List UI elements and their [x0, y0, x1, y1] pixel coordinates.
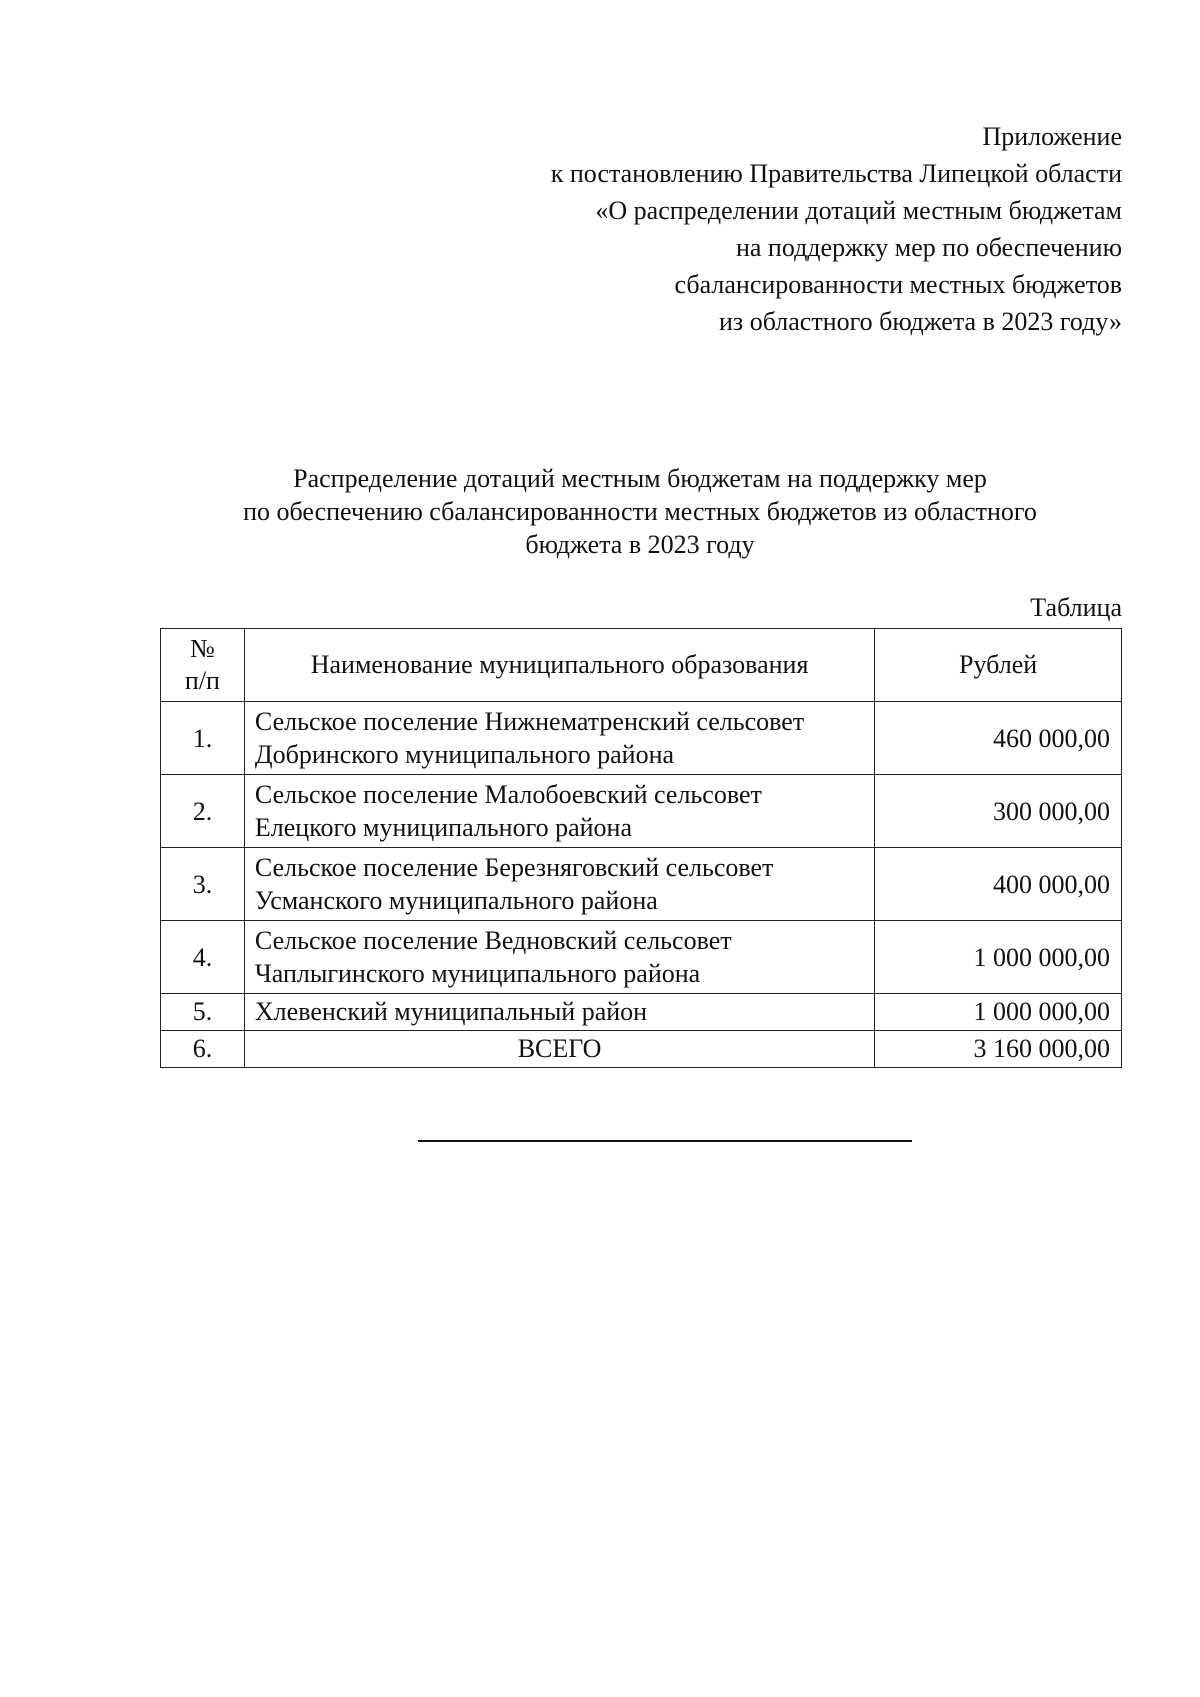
table-row: [161, 775, 1122, 848]
row-name-line: Сельское поселение Малобоевский сельсовет: [254, 780, 762, 809]
table-row: [161, 702, 1122, 775]
row-name: [244, 921, 874, 994]
budget-table: [160, 628, 1122, 1068]
row-num: 3.: [161, 848, 245, 921]
table-row: [161, 921, 1122, 994]
total-sum: 3 160 000,00: [875, 1031, 1122, 1068]
row-name-line: Сельское поселение Березняговский сельсовет: [254, 853, 774, 882]
row-num: 5.: [161, 994, 245, 1031]
appendix-line: сбалансированности местных бюджетов: [674, 270, 1122, 299]
row-name-line: Елецкого муниципального района: [254, 813, 633, 842]
row-sum: 1 000 000,00: [875, 994, 1122, 1031]
row-sum: 1 000 000,00: [875, 921, 1122, 994]
row-sum: 300 000,00: [875, 775, 1122, 848]
title-line: по обеспечению сбалансированности местных бюджетов из областного: [243, 497, 1037, 526]
total-label: ВСЕГО: [244, 1031, 874, 1068]
total-num: 6.: [161, 1031, 245, 1068]
row-name-line: Чаплыгинского муниципального района: [254, 959, 701, 988]
title-line: Распределение дотаций местным бюджетам на поддержку мер: [293, 464, 987, 493]
appendix-line: из областного бюджета в 2023 году»: [719, 307, 1122, 336]
row-name-line: Сельское поселение Нижнематренский сельсовет: [254, 707, 805, 736]
row-sum: 400 000,00: [875, 848, 1122, 921]
appendix-block: [422, 118, 1122, 340]
row-name: [244, 775, 874, 848]
header-num-line: п/п: [184, 666, 220, 695]
document-title: [160, 462, 1120, 561]
appendix-line: на поддержку мер по обеспечению: [735, 233, 1122, 262]
title-line: бюджета в 2023 году: [525, 530, 755, 559]
row-name-line: Добринского муниципального района: [254, 740, 675, 769]
header-sum: Рублей: [875, 629, 1122, 702]
row-name: Хлевенский муниципальный район: [244, 994, 874, 1031]
header-name: Наименование муниципального образования: [244, 629, 874, 702]
appendix-line: к постановлению Правительства Липецкой области: [550, 159, 1122, 188]
table-total-row: [161, 1031, 1122, 1068]
header-num-line: №: [190, 634, 215, 663]
row-name: [244, 848, 874, 921]
row-num: 1.: [161, 702, 245, 775]
table-header-row: [161, 629, 1122, 702]
table-row: [161, 994, 1122, 1031]
row-name-line: Сельское поселение Ведновский сельсовет: [254, 926, 732, 955]
appendix-line: Приложение: [982, 122, 1122, 151]
row-name-line: Усманского муниципального района: [254, 886, 658, 915]
end-separator-line: [418, 1140, 912, 1142]
row-name: [244, 702, 874, 775]
row-num: 4.: [161, 921, 245, 994]
table-caption: Таблица: [1030, 593, 1122, 622]
appendix-line: «О распределении дотаций местным бюджетам: [595, 196, 1122, 225]
header-num: [161, 629, 245, 702]
row-sum: 460 000,00: [875, 702, 1122, 775]
row-num: 2.: [161, 775, 245, 848]
table-row: [161, 848, 1122, 921]
